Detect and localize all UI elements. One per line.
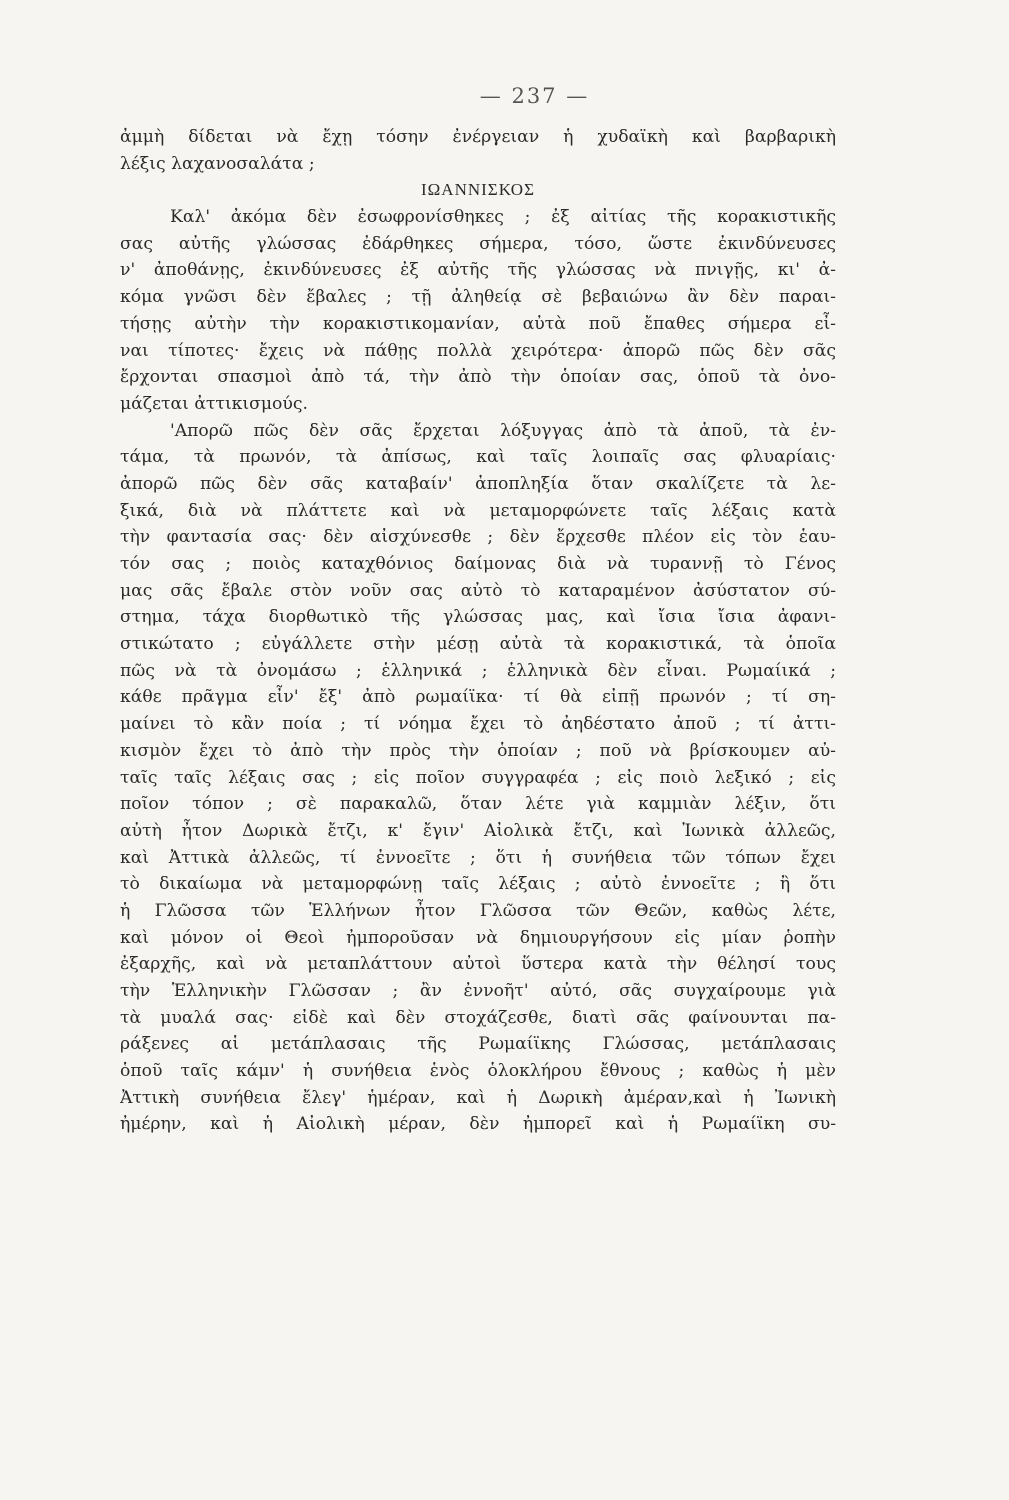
page-number: — 237 — [479,84,590,108]
text-line: τὴν φαντασία σας· δὲν αἰσχύνεσθε ; δὲν ἔρχεσθε πλέον εἰς τὸν ἑαυ- [120,527,836,548]
text-line: 'Απορῶ πῶς δὲν σᾶς ἔρχεται λόξυγγας ἀπὸ τὰ ἀποῦ, τὰ ἐν- [170,420,836,441]
text-line: Καλ' ἀκόμα δὲν ἐσωφρονίσθηκες ; ἐξ αἰτίας τῆς κορακιστικῆς [170,207,836,228]
text-line: καὶ μόνον οἱ Θεοὶ ἠμποροῦσαν νὰ δημιουργήσουν εἰς μίαν ῥοπὴν [120,927,836,948]
text-line: μαίνει τὸ κἂν ποία ; τί νόημα ἔχει τὸ ἀηδέστατο ἀποῦ ; τί ἀττι- [120,714,836,735]
text-line: κόμα γνῶσι δὲν ἔβαλες ; τῇ ἀληθείᾳ σὲ βεβαιώνω ἂν δὲν παραι- [120,287,836,308]
text-line: ἀμμὴ δίδεται νὰ ἔχῃ τόσην ἐνέργειαν ἡ χυδαϊκὴ καὶ βαρβαρικὴ [120,127,836,147]
text-line: τήσῃς αὐτὴν τὴν κορακιστικομανίαν, αὐτὰ ποῦ ἔπαθες σήμερα εἶ- [120,313,836,334]
text-line: καὶ Ἀττικὰ ἀλλεῶς, τί ἐννοεῖτε ; ὅτι ἡ συνήθεια τῶν τόπων ἔχει [120,847,836,868]
text-line: πῶς νὰ τὰ ὀνομάσω ; ἑλληνικά ; ἑλληνικὰ δὲν εἶναι. Ρωμαίικά ; [120,660,836,681]
text-line: τὸ δικαίωμα νὰ μεταμορφώνῃ ταῖς λέξαις ; αὐτὸ ἐννοεῖτε ; ἢ ὅτι [120,874,836,895]
text-line: σας αὐτῆς γλώσσας ἐδάρθηκες σήμερα, τόσο, ὥστε ἐκινδύνευσες [120,233,836,254]
text-line: ἔρχονται σπασμοὶ ἀπὸ τά, τὴν ἀπὸ τὴν ὁποίαν σας, ὁποῦ τὰ ὀνο- [120,367,836,388]
text-line: μάζεται ἀττικισμούς. [120,393,308,414]
text-line: ἡ Γλῶσσα τῶν Ἑλλήνων ἦτον Γλῶσσα τῶν Θεῶν, καθὼς λέτε, [120,900,836,921]
text-line: τάμα, τὰ πρωνόν, τὰ ἀπίσως, καὶ ταῖς λοιπαῖς σας φλυαρίαις· [120,447,836,468]
text-line: αὐτὴ ἦτον Δωρικὰ ἔτζι, κ' ἔγιν' Αἰολικὰ ἔτζι, καὶ Ἰωνικὰ ἀλλεῶς, [120,820,836,841]
text-line: τόν σας ; ποιὸς καταχθόνιος δαίμονας διὰ νὰ τυραννῇ τὸ Γένος [120,554,836,574]
text-line: μας σᾶς ἔβαλε στὸν νοῦν σας αὐτὸ τὸ καταραμένον ἀσύστατον σύ- [120,580,836,601]
text-line: ταῖς ταῖς λέξαις σας ; εἰς ποῖον συγγραφέα ; εἰς ποιὸ λεξικό ; εἰς [120,767,836,788]
text-line: κισμὸν ἔχει τὸ ἀπὸ τὴν πρὸς τὴν ὁποίαν ; ποῦ νὰ βρίσκουμεν αὐ- [120,740,836,761]
text-line: κάθε πρᾶγμα εἶν' ἔξ' ἀπὸ ρωμαίϊκα· τί θὰ εἰπῇ πρωνόν ; τί ση- [120,687,836,708]
text-line: Ἀττικὴ συνήθεια ἔλεγ' ἡμέραν, καὶ ἡ Δωρικὴ ἀμέραν,καὶ ἡ Ἰωνικὴ [120,1087,836,1108]
text-line: ράξενες αἱ μετάπλασαις τῆς Ρωμαίϊκης Γλώσσας, μετάπλασαις [120,1034,836,1055]
text-line: στικώτατο ; εὐγάλλετε στὴν μέσῃ αὐτὰ τὰ κορακιστικά, τὰ ὁποῖα [120,634,836,655]
text-line: τὰ μυαλά σας· εἰδὲ καὶ δὲν στοχάζεσθε, διατὶ σᾶς φαίνουνται πα- [120,1007,836,1028]
text-line: τὴν Ἑλληνικὴν Γλῶσσαν ; ἂν ἐννοῆτ' αὐτό, σᾶς συγχαίρουμε γιὰ [120,981,836,1001]
body-text [120,124,836,1138]
text-line: ναι τίποτες· ἔχεις νὰ πάθῃς πολλὰ χειρότερα· ἀπορῶ πῶς δὲν σᾶς [120,340,836,361]
speaker-heading: ΙΩΑΝΝΙΣΚΟΣ [421,180,535,200]
text-line: ἐξαρχῆς, καὶ νὰ μεταπλάττουν αὐτοὶ ὕστερα κατὰ τὴν θέλησί τους [120,954,836,975]
text-line: ἠμέρην, καὶ ἡ Αἰολικὴ μέραν, δὲν ἠμπορεῖ καὶ ἡ Ρωμαίϊκη συ- [120,1114,836,1135]
text-line: ξικά, διὰ νὰ πλάττετε καὶ νὰ μεταμορφώνετε ταῖς λέξαις κατὰ [120,500,836,521]
text-line: ὁποῦ ταῖς κάμν' ἡ συνήθεια ἑνὸς ὁλοκλήρου ἔθνους ; καθὼς ἡ μὲν [120,1061,836,1082]
text-line: στημα, τάχα διορθωτικὸ τῆς γλώσσας μας, καὶ ἴσια ἴσια ἀφανι- [120,607,836,628]
text-line: ποῖον τόπον ; σὲ παρακαλῶ, ὅταν λέτε γιὰ καμμιὰν λέξιν, ὅτι [120,794,836,815]
text-line: ἀπορῶ πῶς δὲν σᾶς καταβαίν' ἀποπληξία ὅταν σκαλίζετε τὰ λε- [120,473,836,494]
text-line: λέξις λαχανοσαλάτα ; [120,153,315,174]
text-line: ν' ἀποθάνῃς, ἐκινδύνευσες ἐξ αὐτῆς τῆς γλώσσας νὰ πνιγῇς, κι' ἀ- [120,260,836,281]
